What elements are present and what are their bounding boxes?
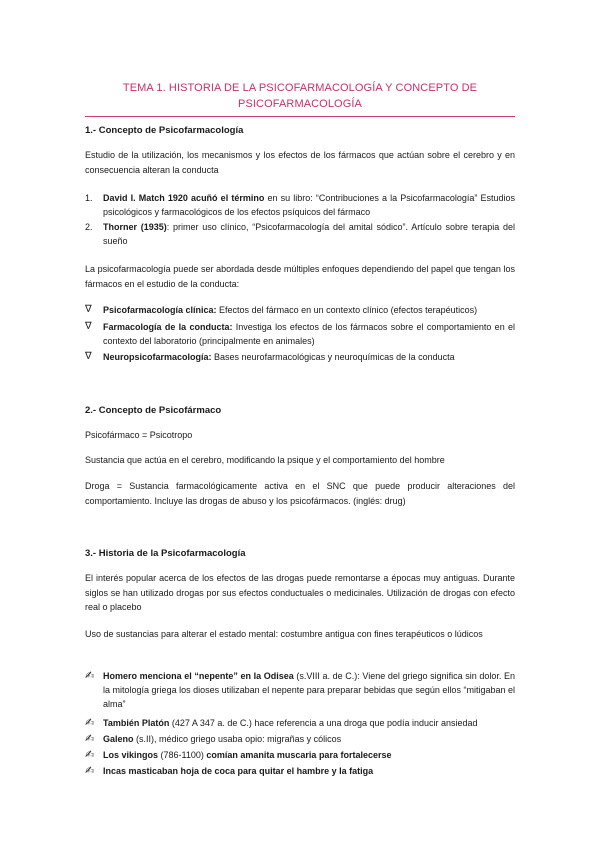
item-bold-text-2: comían amanita muscaria para fortalecerse (206, 750, 392, 760)
section-2-heading: 2.- Concepto de Psicofármaco (85, 405, 222, 416)
triangle-bullet-icon: ∇ (85, 321, 92, 332)
section-3-p2: Uso de sustancias para alterar el estado mental: costumbre antigua con fines terapéuticos o lúdicos (85, 629, 483, 639)
title-line-1: TEMA 1. HISTORIA DE LA PSICOFARMACOLOGÍA Y CONCEPTO DE (122, 82, 478, 94)
history-item-5 (85, 764, 515, 778)
section-2-p3: Droga = Sustancia farmacológicamente activa en el SNC que puede producir alteraciones del comportamiento. Incluye las drogas de abuso y los psicofármacos. (inglés: drug) (85, 481, 515, 506)
writing-hand-icon: ✍ (85, 749, 95, 761)
document-title (85, 80, 515, 112)
item-bold-text: También Platón (103, 718, 170, 728)
item-text: : primer uso clínico, “Psicofarmacología del amital sódico”. Artículo sobre terapia del sueño (103, 222, 515, 246)
section-3-heading: 3.- Historia de la Psicofarmacología (85, 548, 246, 559)
triangle-bullet-icon: ∇ (85, 304, 92, 315)
section-3-p1: El interés popular acerca de los efectos de las drogas puede remontarse a épocas muy antiguas. Durante siglos se han utilizado drogas por sus efectos conductuales o medicinales. Utilización de drogas con efecto real o placebo (85, 573, 515, 612)
title-line-2: PSICOFARMACOLOGÍA (238, 98, 362, 110)
item-bold-text: Incas masticaban hoja de coca para quitar el hambre y la fatiga (103, 766, 374, 776)
numbered-item-2 (85, 220, 515, 248)
section-1-intro: Estudio de la utilización, los mecanismos y los efectos de los fármacos que actúan sobre el cerebro y en consecuencia alteran la conducta (85, 150, 515, 175)
approach-item-3 (85, 350, 515, 364)
item-bold-text: Homero menciona el “nepente” en la Odisea (103, 671, 294, 681)
item-number: 1. (85, 193, 93, 203)
history-item-1 (85, 669, 515, 711)
item-text: (s.II), médico griego usaba opio: migrañas y cólicos (133, 734, 342, 744)
item-text: (s.VIII a. de C.): Viene del griego significa sin dolor. En la mitología griega los dioses utilizaban el nepente para preparar bebidas que según ellos “mitigaban el alma” (103, 671, 516, 709)
item-text: Investiga los efectos de los fármacos sobre el comportamiento en el contexto del laboratorio (principalmente en animales) (103, 322, 516, 346)
triangle-bullet-icon: ∇ (85, 351, 92, 362)
approach-item-1 (85, 303, 515, 317)
writing-hand-icon: ✍ (85, 717, 95, 729)
section-1-paragraph-2: La psicofarmacología puede ser abordada desde múltiples enfoques dependiendo del papel que tengan los fármacos en el estudio de la conducta: (85, 264, 515, 289)
item-text: (427 A 347 a. de C.) hace referencia a una droga que podía inducir ansiedad (169, 718, 478, 728)
numbered-item-1 (85, 191, 515, 219)
item-bold-text: Galeno (103, 734, 134, 744)
item-text: Efectos del fármaco en un contexto clínico (efectos terapéuticos) (216, 305, 478, 315)
item-text: (786-1100) (158, 750, 207, 760)
item-bold-text: Los vikingos (103, 750, 159, 760)
approach-item-2 (85, 320, 515, 348)
history-item-3 (85, 732, 515, 746)
item-bold-text: Farmacología de la conducta: (103, 322, 233, 332)
history-item-2 (85, 716, 515, 730)
writing-hand-icon: ✍ (85, 765, 95, 777)
item-text: en su libro: “Contribuciones a la Psicofarmacología” Estudios psicológicos y farmacológicos de los efectos psíquicos del fármaco (103, 193, 515, 217)
section-2-p1: Psicofármaco = Psicotropo (85, 430, 193, 440)
section-2-p2: Sustancia que actúa en el cerebro, modificando la psique y el comportamiento del hombre (85, 455, 445, 465)
item-bold-text: Psicofarmacología clínica: (103, 305, 217, 315)
history-item-4 (85, 748, 515, 762)
item-bold-text: David I. Match 1920 acuñó el término (103, 193, 265, 203)
title-divider (85, 116, 515, 117)
writing-hand-icon: ✍ (85, 670, 95, 682)
item-number: 2. (85, 222, 93, 232)
writing-hand-icon: ✍ (85, 733, 95, 745)
item-bold-text: Thorner (1935) (103, 222, 167, 232)
item-text: Bases neurofarmacológicas y neuroquímicas de la conducta (211, 352, 455, 362)
section-1-heading: 1.- Concepto de Psicofarmacología (85, 125, 244, 136)
item-bold-text: Neuropsicofarmacología: (103, 352, 212, 362)
